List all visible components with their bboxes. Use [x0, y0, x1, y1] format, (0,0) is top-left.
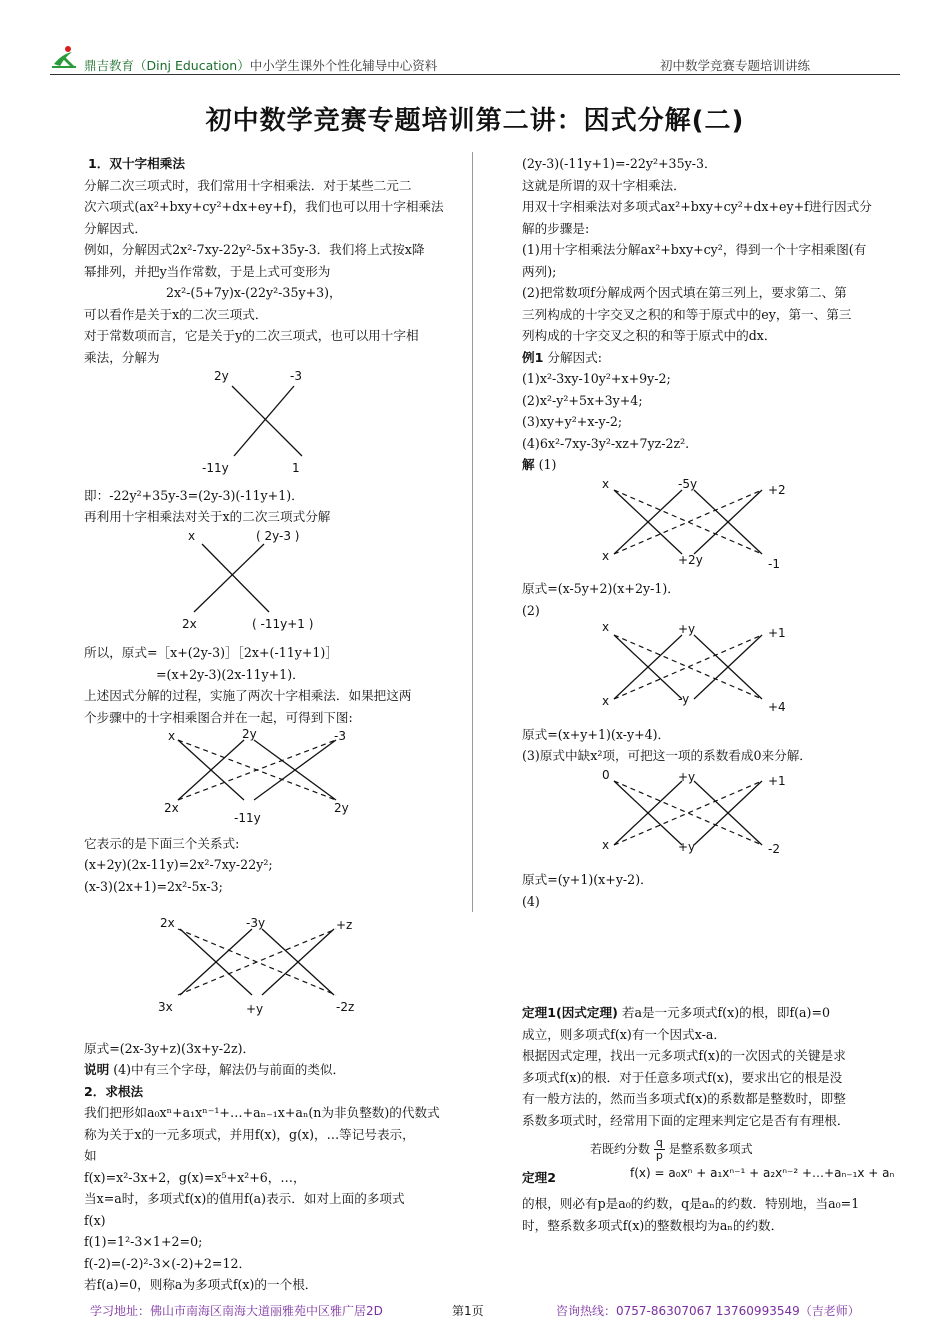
diagram-label: -2 [768, 841, 780, 856]
exercise: (2)x²-y²+5x+3y+4; [522, 392, 643, 408]
diagram-label: -2z [336, 1000, 355, 1014]
diagram-label: -11y [234, 811, 261, 825]
paragraph: 次六项式(ax²+bxy+cy²+dx+ey+f)，我们也可以用十字相乘法 [84, 199, 444, 214]
diagram-label: +2y [678, 552, 703, 567]
header-right: 初中数学竞赛专题培训讲练 [660, 58, 811, 73]
diagram-label: +y [678, 839, 696, 854]
paragraph: 三列构成的十字交叉之积的和等于原式中的ey，第一、第三 [522, 306, 852, 322]
paragraph: 根据因式定理，找出一元多项式f(x)的一次因式的关键是求 [522, 1048, 846, 1063]
theorem-2-label: 定理2 [522, 1170, 556, 1185]
paragraph: (x-3)(2x+1)=2x²-5x-3; [84, 878, 223, 894]
paragraph: 再利用十字相乘法对关于x的二次三项式分解 [84, 509, 331, 524]
diagram-label: -3y [246, 916, 266, 930]
paragraph: 可以看作是关于x的二次三项式． [84, 306, 268, 322]
note: 说明 (4)中有三个字母，解法仍与前面的类似． [84, 1062, 346, 1077]
diagram-label: +1 [768, 773, 786, 788]
paragraph: (2) [522, 602, 540, 618]
paragraph: 用双十字相乘法对多项式ax²+bxy+cy²+dx+ey+f进行因式分 [522, 199, 872, 214]
diagram-label: x [602, 548, 610, 563]
diagram-label: -3 [334, 729, 346, 743]
paragraph: 个步骤中的十字相乘图合并在一起，可得到下图: [84, 709, 353, 725]
double-cross-diagram-ex1 [522, 476, 907, 572]
example-heading: 例1 分解因式: [522, 349, 602, 365]
diagram-label: -y [678, 692, 690, 706]
diagram-label: +1 [768, 626, 786, 640]
paragraph: 乘法，分解为 [84, 349, 160, 365]
paragraph: 即：-22y²+35y-3=(2y-3)(-11y+1)． [84, 487, 304, 503]
double-cross-diagram-ex2 [522, 621, 907, 717]
answer: 原式=(y+1)(x+y-2)． [522, 872, 653, 887]
paragraph: (1)用十字相乘法分解ax²+bxy+cy²，得到一个十字相乘图(有 [522, 242, 867, 257]
section-heading-1: 1．双十字相乘法 [88, 156, 185, 171]
paragraph: 所以，原式=［x+(2y-3)］［2x+(-11y+1)］ [84, 645, 338, 660]
diagram-label: 2x [160, 916, 175, 930]
paragraph: 幂排列，并把y当作常数，于是上式可变形为 [84, 263, 331, 279]
exercise: (3)xy+y²+x-y-2; [522, 414, 623, 429]
footer-address: 学习地址：佛山市南海区南海大道丽雅苑中区雅广居2D [90, 1304, 383, 1318]
footer-hotline: 咨询热线：0757-86307067 13760993549（吉老师） [556, 1304, 860, 1318]
double-cross-diagram-ex3 [522, 767, 907, 863]
theorem-2-block [522, 1131, 907, 1193]
paragraph: (4) [522, 893, 540, 909]
diagram-label: -1 [768, 556, 780, 571]
diagram-label: -11y [202, 461, 229, 475]
logo-icon [50, 44, 80, 70]
right-column [522, 153, 907, 1236]
paragraph: 这就是所谓的双十字相乘法． [522, 177, 686, 193]
paragraph: (2y-3)(-11y+1)=-22y²+35y-3． [522, 156, 717, 171]
diagram-label: x [602, 837, 610, 852]
diagram-label: +y [678, 622, 696, 636]
cross-diagram-2 [84, 528, 469, 636]
paragraph: 时，整系数多项式f(x)的整数根均为aₙ的约数． [522, 1217, 784, 1233]
paragraph: f(-2)=(-2)²-3×(-2)+2=12． [84, 1255, 252, 1271]
diagram-label: ( -11y+1 ) [252, 616, 314, 631]
formula-line: =(x+2y-3)(2x-11y+1)． [156, 666, 305, 682]
diagram-label: +2 [768, 482, 786, 497]
paragraph: f(1)=1²-3×1+2=0; [84, 1234, 203, 1249]
diagram-label: +z [336, 918, 353, 932]
column-divider [472, 152, 473, 912]
paragraph: 系数多项式时，经常用下面的定理来判定它是否有有理根． [522, 1112, 850, 1128]
diagram-label: 2y [242, 728, 257, 741]
paragraph: 若f(a)=0，则称a为多项式f(x)的一个根． [84, 1277, 318, 1292]
diagram-label: -5y [678, 476, 698, 491]
paragraph: 我们把形如a₀xⁿ+a₁xⁿ⁻¹+…+aₙ₋₁x+aₙ(n为非负整数)的代数式 [84, 1105, 440, 1120]
left-column [84, 153, 469, 1296]
diagram-label: 2y [214, 369, 229, 383]
paragraph: (3)原式中缺x²项，可把这一项的系数看成0来分解． [522, 748, 812, 763]
paragraph: 上述因式分解的过程，实施了两次十字相乘法．如果把这两 [84, 688, 412, 703]
diagram-label: 3x [158, 1000, 173, 1014]
theorem-2-formula: f(x) = a₀xⁿ + a₁xⁿ⁻¹ + a₂xⁿ⁻² +…+aₙ₋₁x + aₙ [630, 1166, 895, 1180]
paragraph: 解的步骤是: [522, 220, 590, 236]
page-title: 初中数学竞赛专题培训第二讲：因式分解(二) [205, 106, 745, 136]
paragraph: 两列); [522, 263, 557, 279]
paragraph: 原式=(2x-3y+z)(3x+y-2z)． [84, 1040, 256, 1056]
double-cross-diagram-1 [84, 728, 469, 826]
cross-diagram-1 [84, 368, 469, 478]
paragraph: 分解二次三项式时，我们常用十字相乘法．对于某些二元二 [84, 177, 412, 193]
diagram-label: 2y [334, 801, 349, 815]
solution-heading: 解 (1) [522, 457, 557, 472]
diagram-label: x [188, 528, 196, 543]
paragraph: 对于常数项而言，它是关于y的二次三项式，也可以用十字相 [84, 328, 419, 343]
diagram-label: x [602, 476, 610, 491]
paragraph: (2)把常数项f分解成两个因式填在第三列上，要求第二、第 [522, 285, 847, 300]
theorem-1: 定理1(因式定理) 若a是一元多项式f(x)的根，即f(a)=0 [522, 1005, 831, 1020]
diagram-label: -3 [290, 369, 302, 383]
formula-line: 2x²-(5+7y)x-(22y²-35y+3)， [166, 285, 342, 300]
page-header [50, 50, 900, 75]
exercise: (4)6x²-7xy-3y²-xz+7yz-2z². [522, 435, 690, 451]
diagram-label: x [602, 621, 610, 634]
paragraph: 当x=a时，多项式f(x)的值用f(a)表示．如对上面的多项式 [84, 1191, 405, 1206]
paragraph: f(x)=x²-3x+2，g(x)=x⁵+x²+6，…， [84, 1169, 306, 1185]
diagram-label: +y [678, 769, 696, 784]
diagram-label: x [602, 694, 610, 708]
section-heading-2: 2．求根法 [84, 1083, 144, 1099]
double-cross-diagram-2 [84, 913, 469, 1023]
paragraph: (x+2y)(2x-11y)=2x²-7xy-22y²; [84, 857, 273, 872]
diagram-label: 2x [164, 801, 179, 815]
answer: 原式=(x+y+1)(x-y+4)． [522, 726, 671, 742]
theorem-2-fraction-line: 若既约分数 $\frac{q}{p}$ 是整系数多项式 [590, 1136, 753, 1162]
diagram-label: 2x [182, 616, 197, 631]
answer: 原式=(x-5y+2)(x+2y-1)． [522, 581, 680, 596]
diagram-label: +y [246, 1002, 264, 1016]
diagram-label: 0 [602, 767, 610, 782]
paragraph: 例如，分解因式2x²-7xy-22y²-5x+35y-3．我们将上式按x降 [84, 242, 425, 257]
page-number: 第1页 [452, 1304, 484, 1318]
paragraph: 多项式f(x)的根．对于任意多项式f(x)，要求出它的根是没 [522, 1069, 843, 1085]
paragraph: 如 [84, 1148, 97, 1163]
diagram-label: ( 2y-3 ) [256, 528, 300, 543]
paragraph: 称为关于x的一元多项式，并用f(x)，g(x)，…等记号表示， [84, 1126, 415, 1142]
diagram-label: +4 [768, 700, 786, 714]
paragraph: 的根，则必有p是a₀的约数，q是aₙ的约数．特别地，当a₀=1 [522, 1196, 860, 1211]
header-brand: 鼎吉教育（Dinj Education）中小学生课外个性化辅导中心资料 [84, 58, 438, 73]
paragraph: 有一般方法的，然而当多项式f(x)的系数都是整数时，即整 [522, 1091, 846, 1106]
diagram-label: x [168, 729, 176, 743]
paragraph: 列构成的十字交叉之积的和等于原式中的dx． [522, 328, 777, 343]
exercise: (1)x²-3xy-10y²+x+9y-2; [522, 371, 671, 386]
diagram-label: 1 [292, 461, 300, 475]
paragraph: 分解因式． [84, 220, 147, 236]
paragraph: 成立，则多项式f(x)有一个因式x-a． [522, 1026, 726, 1042]
paragraph: f(x) [84, 1212, 106, 1228]
paragraph: 它表示的是下面三个关系式: [84, 835, 240, 851]
